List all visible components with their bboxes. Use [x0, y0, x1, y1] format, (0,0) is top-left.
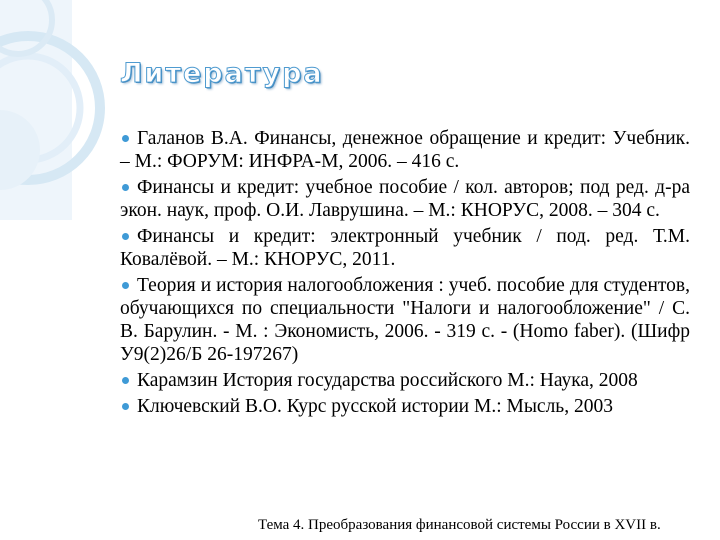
- bullet-icon: [122, 282, 129, 289]
- bullet-icon: [122, 233, 129, 240]
- bullet-icon: [122, 377, 129, 384]
- reference-item: [120, 176, 690, 222]
- reference-text: Финансы и кредит: электронный учебник / под. ред. Т.М. Ковалёвой. – М.: КНОРУС, 2011.: [120, 226, 690, 270]
- reference-list: [120, 127, 690, 421]
- reference-item: [120, 395, 690, 418]
- reference-item: [120, 225, 690, 271]
- reference-text: Карамзин История государства российского М.: Наука, 2008: [137, 370, 638, 391]
- reference-item: [120, 369, 690, 392]
- reference-text: Теория и история налогообложения : учеб. пособие для студентов, обучающихся по специальности "Налоги и налогообложение" / С. В. Барулин. - М. : Экономисть, 2006. - 319 с. - (Homo faber). (Шифр У9(2)26/Б 26-197267): [120, 275, 690, 365]
- reference-item: [120, 127, 690, 173]
- reference-text: Галанов В.А. Финансы, денежное обращение и кредит: Учебник. – М.: ФОРУМ: ИНФРА-М, 2006. – 416 с.: [120, 128, 690, 172]
- slide-footer: Тема 4. Преобразования финансовой системы России в XVII в.: [258, 517, 661, 533]
- reference-item: [120, 274, 690, 366]
- bullet-icon: [122, 135, 129, 142]
- slide-title: Литература: [120, 58, 324, 89]
- bullet-icon: [122, 184, 129, 191]
- bullet-icon: [122, 403, 129, 410]
- reference-text: Финансы и кредит: учебное пособие / кол. авторов; под ред. д-ра экон. наук, проф. О.И. Лаврушина. – М.: КНОРУС, 2008. – 304 с.: [120, 177, 690, 221]
- reference-text: Ключевский В.О. Курс русской истории М.: Мысль, 2003: [137, 396, 613, 417]
